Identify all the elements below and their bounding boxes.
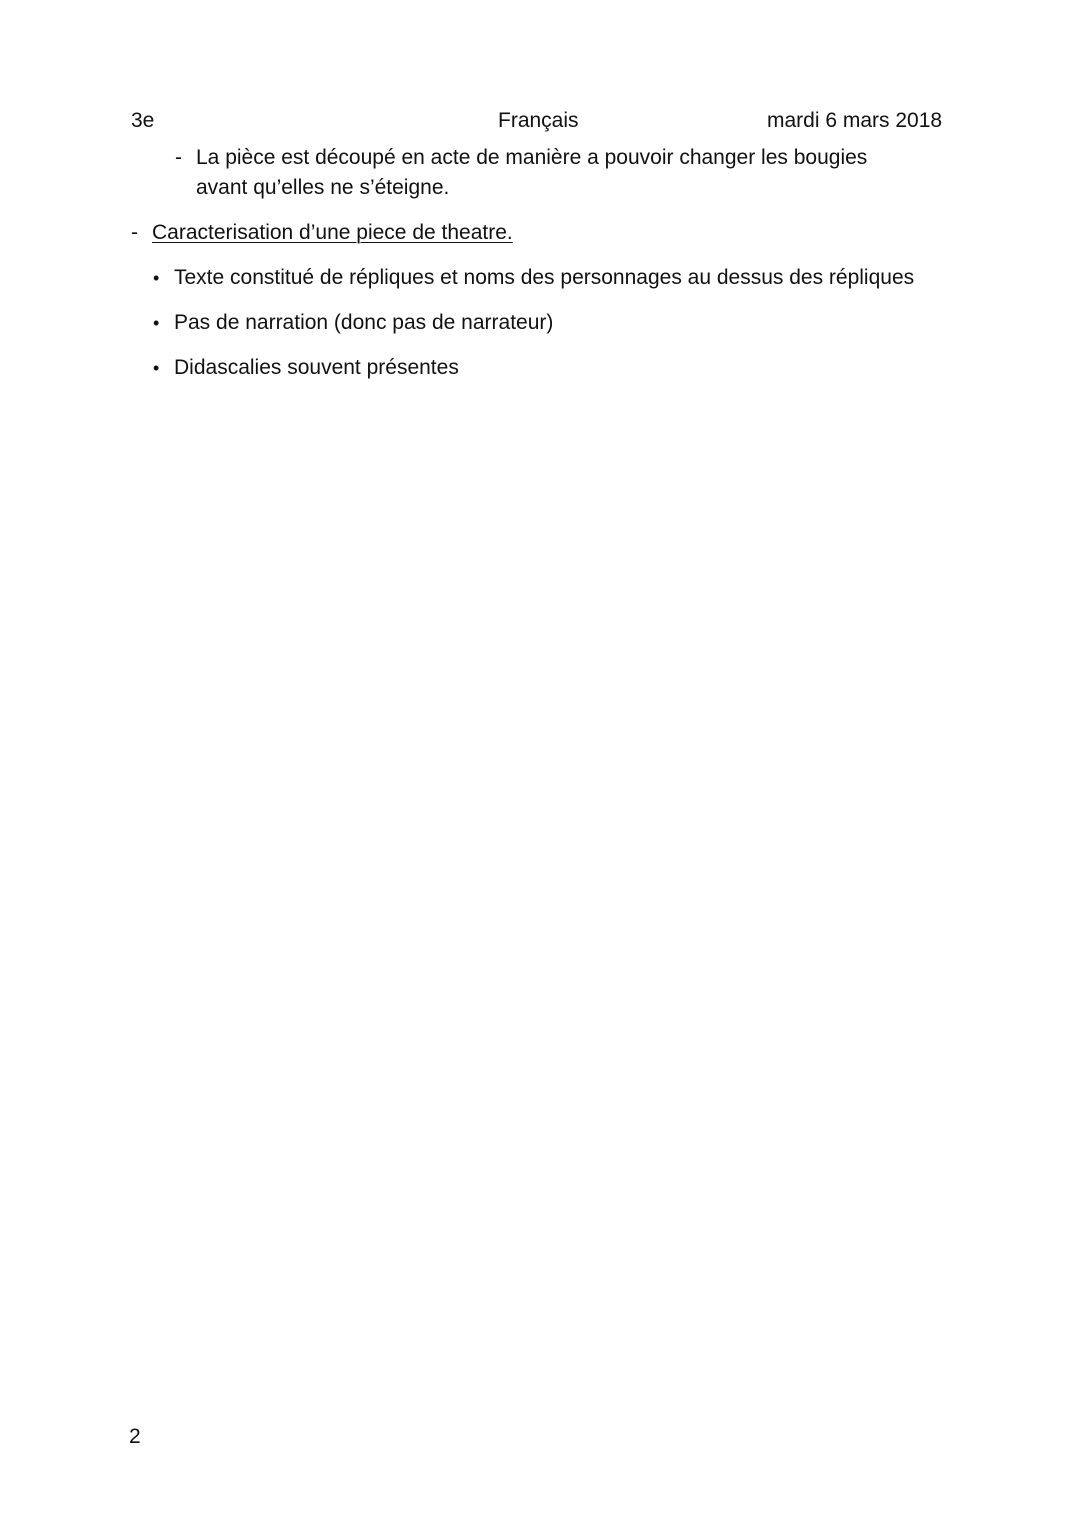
list-item: Texte constitué de répliques et noms des personnages au dessus des répliques [174, 266, 915, 289]
bullet-marker: • [153, 358, 160, 378]
page-number: 2 [129, 1425, 141, 1448]
bullet-marker: • [153, 313, 160, 333]
sub-item-text-line-1: La pièce est découpé en acte de manière a pouvoir changer les bougies [196, 146, 868, 169]
list-item: Didascalies souvent présentes [174, 356, 459, 379]
sub-item-dash: - [175, 146, 182, 169]
header-class-level: 3e [131, 109, 155, 132]
list-item: Pas de narration (donc pas de narrateur) [174, 311, 554, 334]
header-subject: Français [498, 109, 579, 132]
header-date: mardi 6 mars 2018 [767, 109, 943, 132]
sub-item-text-line-2: avant qu’elles ne s’éteigne. [196, 176, 450, 199]
section-heading: Caracterisation d’une piece de theatre. [152, 221, 513, 244]
bullet-marker: • [153, 268, 160, 288]
section-dash: - [131, 221, 138, 244]
